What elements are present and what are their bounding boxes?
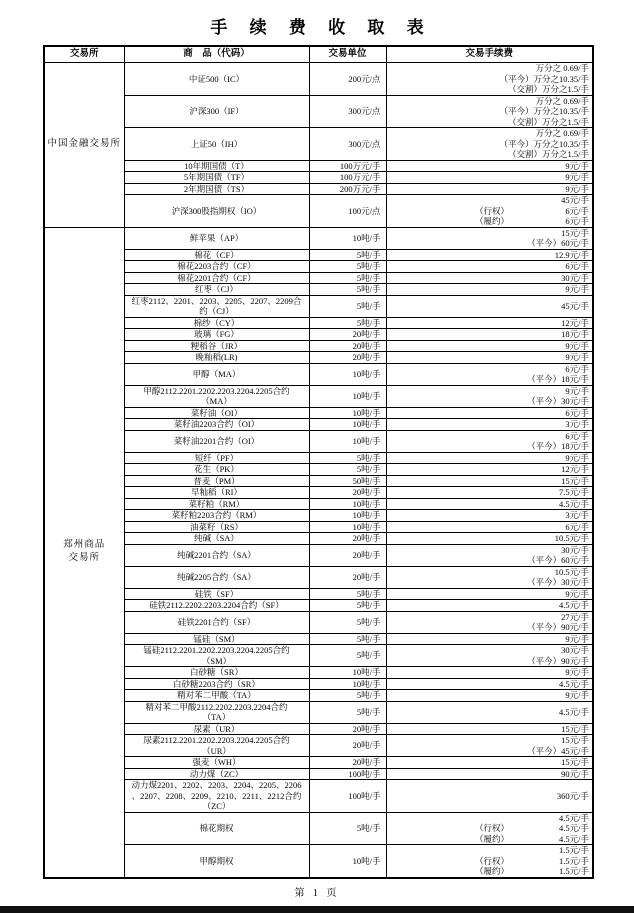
fee-cell (386, 249, 593, 261)
product-cell: 锰硅（SM） (124, 633, 309, 645)
product-cell: 菜籽油2201合约（OI） (124, 430, 309, 452)
fee-cell (386, 183, 593, 195)
fee-cell (386, 63, 593, 96)
unit-cell: 20吨/手 (309, 487, 386, 499)
fee-cell (386, 845, 593, 878)
table-row (44, 475, 593, 487)
table-row (44, 510, 593, 522)
unit-cell: 200万元/手 (309, 183, 386, 195)
fee-condition-label: （履约） (474, 866, 509, 876)
product-cell: 红枣（CJ） (124, 284, 309, 296)
product-cell: 上证50（IH） (124, 128, 309, 161)
table-row (44, 363, 593, 385)
fee-amount: 1.5元/手 (559, 855, 589, 866)
page-number: 第 1 页 (294, 887, 340, 899)
table-row (44, 464, 593, 476)
product-cell: 短纤（PF） (124, 452, 309, 464)
fee-line: 3元/手 (565, 419, 589, 429)
unit-cell: 10吨/手 (309, 419, 386, 431)
table-row (44, 845, 593, 878)
fee-cell (386, 735, 593, 757)
fee-line: （平今）60元/手 (527, 555, 589, 565)
table-row (44, 588, 593, 600)
fee-table (43, 45, 594, 879)
table-row (44, 566, 593, 588)
fee-cell (386, 272, 593, 284)
unit-cell: 20吨/手 (309, 340, 386, 352)
column-header-unit: 交易单位 (309, 46, 386, 63)
fee-cell (386, 812, 593, 845)
fee-cell (386, 690, 593, 702)
fee-line (387, 866, 590, 877)
fee-line: 9元/手 (565, 172, 589, 182)
unit-cell: 5吨/手 (309, 701, 386, 723)
product-cell: 晚籼稻(LR) (124, 352, 309, 364)
fee-cell (386, 363, 593, 385)
fee-line: 30元/手 (561, 272, 589, 283)
table-row (44, 317, 593, 329)
fee-amount: 4.5元/手 (559, 823, 589, 833)
fee-cell (386, 340, 593, 352)
unit-cell: 5吨/手 (309, 690, 386, 702)
fee-line: 万分之 0.69/手 (535, 128, 589, 138)
fee-line: 18元/手 (561, 329, 589, 339)
product-cell: 油菜籽（RS） (124, 521, 309, 533)
unit-cell: 20吨/手 (309, 533, 386, 545)
table-row (44, 160, 593, 172)
fee-line: 3元/手 (565, 510, 589, 520)
unit-cell: 20吨/手 (309, 544, 386, 566)
fee-cell (386, 768, 593, 780)
product-cell: 沪深300股指期权（IO） (124, 195, 309, 228)
unit-cell: 20吨/手 (309, 735, 386, 757)
fee-amount: 1.5元/手 (559, 866, 589, 876)
fee-line: 9元/手 (565, 690, 589, 700)
fee-cell (386, 757, 593, 769)
fee-line: 45元/手 (561, 300, 589, 311)
unit-cell: 10吨/手 (309, 510, 386, 522)
fee-line: （平今）90元/手 (527, 655, 589, 666)
product-cell: 玻璃（FG） (124, 329, 309, 341)
fee-cell (386, 510, 593, 522)
fee-line: （平今）30元/手 (527, 577, 589, 587)
fee-cell (386, 227, 593, 249)
fee-cell (386, 452, 593, 464)
unit-cell: 10吨/手 (309, 430, 386, 452)
fee-cell (386, 329, 593, 341)
unit-cell: 200元/点 (309, 63, 386, 96)
product-cell: 菜籽粕2203合约（RM） (124, 510, 309, 522)
product-cell: 粳稻谷（JR） (124, 340, 309, 352)
fee-line: 4.5元/手 (559, 600, 589, 610)
table-row (44, 768, 593, 780)
fee-cell (386, 295, 593, 317)
fee-cell (386, 407, 593, 419)
fee-line: 6元/手 (565, 521, 589, 532)
table-row (44, 690, 593, 702)
table-row (44, 195, 593, 228)
product-cell: 尿素（UR） (124, 723, 309, 735)
fee-condition-label: （行权） (474, 823, 509, 833)
table-row (44, 329, 593, 341)
product-cell: 锰硅2112.2201.2202.2203.2204.2205合约 （SM） (124, 645, 309, 667)
unit-cell: 100吨/手 (309, 768, 386, 780)
table-row (44, 452, 593, 464)
fee-cell (386, 645, 593, 667)
exchange-cell: 中国金融交易所 (44, 63, 124, 228)
product-cell: 纯碱（SA） (124, 533, 309, 545)
product-cell: 动力煤（ZC） (124, 768, 309, 780)
fee-cell (386, 419, 593, 431)
unit-cell: 10吨/手 (309, 498, 386, 510)
product-cell: 硅铁2201合约（SF） (124, 611, 309, 633)
table-row (44, 544, 593, 566)
fee-line: （平今）30元/手 (527, 396, 589, 406)
fee-line: 6元/手 (565, 430, 589, 441)
fee-cell (386, 195, 593, 228)
fee-line: 45元/手 (561, 195, 589, 205)
fee-line: 4.5元/手 (559, 706, 589, 717)
unit-cell: 5吨/手 (309, 249, 386, 261)
fee-amount: 6元/手 (565, 216, 589, 226)
unit-cell: 5吨/手 (309, 633, 386, 645)
fee-line: （交割）万分之1.5/手 (508, 149, 589, 159)
fee-line: 12元/手 (561, 464, 589, 474)
product-cell: 动力煤2201、2202、2203、2204、2205、2206 、2207、2208、2209、2210、2211、2212合约 （ZC） (124, 780, 309, 813)
product-cell: 精对苯二甲酸（TA） (124, 690, 309, 702)
fee-condition-label: （履约） (474, 216, 509, 226)
fee-cell (386, 172, 593, 184)
column-header-fee: 交易手续费 (386, 46, 593, 63)
product-cell: 白砂糖2203合约（SR） (124, 678, 309, 690)
unit-cell: 20吨/手 (309, 329, 386, 341)
exchange-cell: 郑州商品 交易所 (44, 227, 124, 878)
fee-line: 6元/手 (565, 407, 589, 418)
fee-line: 30元/手 (561, 645, 589, 655)
fee-line: 15元/手 (561, 735, 589, 745)
table-row (44, 645, 593, 667)
fee-line: （平今）90元/手 (527, 622, 589, 632)
product-cell: 中证500（IC） (124, 63, 309, 96)
unit-cell: 10吨/手 (309, 407, 386, 419)
unit-cell: 10吨/手 (309, 363, 386, 385)
product-cell: 棉花2201合约（CF） (124, 272, 309, 284)
unit-cell: 5吨/手 (309, 812, 386, 845)
product-cell: 早籼稻（RI） (124, 487, 309, 499)
product-cell: 普麦（PM） (124, 475, 309, 487)
fee-condition-label: （履约） (474, 833, 509, 844)
unit-cell: 100万元/手 (309, 160, 386, 172)
product-cell: 红枣2112、2201、2203、2205、2207、2209合 约（CJ） (124, 295, 309, 317)
fee-line: 9元/手 (565, 284, 589, 294)
fee-document-page (0, 13, 634, 899)
table-row (44, 272, 593, 284)
product-cell: 白砂糖（SR） (124, 667, 309, 679)
product-cell: 硅铁2112.2202.2203.2204合约（SF） (124, 600, 309, 612)
fee-line: 10.5元/手 (554, 533, 589, 543)
product-cell: 纯碱2205合约（SA） (124, 566, 309, 588)
product-cell: 菜籽粕（RM） (124, 498, 309, 510)
fee-cell (386, 521, 593, 533)
product-cell: 棉花2203合约（CF） (124, 261, 309, 273)
product-cell: 硅铁（SF） (124, 588, 309, 600)
table-row (44, 600, 593, 612)
product-cell: 2年期国债（TS） (124, 183, 309, 195)
fee-cell (386, 678, 593, 690)
fee-line: 9元/手 (565, 340, 589, 351)
fee-line: 9元/手 (565, 452, 589, 463)
unit-cell: 5吨/手 (309, 588, 386, 600)
table-row (44, 249, 593, 261)
fee-line (387, 216, 590, 227)
fee-cell (386, 723, 593, 735)
fee-cell (386, 261, 593, 273)
fee-line: 10.5元/手 (554, 566, 589, 577)
unit-cell: 100万元/手 (309, 172, 386, 184)
fee-cell (386, 317, 593, 329)
fee-amount: 4.5元/手 (559, 833, 589, 844)
fee-cell (386, 430, 593, 452)
table-row (44, 780, 593, 813)
unit-cell: 300元/点 (309, 95, 386, 128)
table-row (44, 678, 593, 690)
fee-amount: 6元/手 (565, 205, 589, 216)
fee-cell (386, 352, 593, 364)
header-row (44, 46, 593, 63)
fee-cell (386, 95, 593, 128)
product-cell: 甲醇期权 (124, 845, 309, 878)
fee-line: 6元/手 (565, 261, 589, 271)
fee-line (387, 834, 590, 845)
table-row (44, 419, 593, 431)
table-row (44, 227, 593, 249)
fee-line: 7.5元/手 (559, 487, 589, 497)
table-row (44, 723, 593, 735)
fee-line: 9元/手 (565, 385, 589, 396)
fee-cell (386, 667, 593, 679)
fee-line: 9元/手 (565, 160, 589, 171)
fee-line: 4.5元/手 (559, 498, 589, 509)
table-row (44, 407, 593, 419)
product-cell: 10年期国债（T） (124, 160, 309, 172)
unit-cell: 5吨/手 (309, 272, 386, 284)
unit-cell: 20吨/手 (309, 723, 386, 735)
unit-cell: 5吨/手 (309, 645, 386, 667)
product-cell: 菜籽油2203合约（OI） (124, 419, 309, 431)
fee-line: （交割）万分之1.5/手 (508, 84, 589, 94)
table-row (44, 172, 593, 184)
fee-cell (386, 544, 593, 566)
table-row (44, 183, 593, 195)
page-title: 手 续 费 收 取 表 (210, 18, 433, 37)
fee-cell (386, 533, 593, 545)
fee-line: （平今）18元/手 (527, 374, 589, 384)
product-cell: 棉纱（CY） (124, 317, 309, 329)
fee-line: 9元/手 (565, 183, 589, 194)
unit-cell: 10吨/手 (309, 227, 386, 249)
fee-line: 9元/手 (565, 633, 589, 644)
unit-cell: 300元/点 (309, 128, 386, 161)
unit-cell: 10吨/手 (309, 845, 386, 878)
fee-line: 12元/手 (561, 317, 589, 328)
fee-cell (386, 487, 593, 499)
fee-line: 30元/手 (561, 544, 589, 555)
product-cell: 花生（PK） (124, 464, 309, 476)
product-cell: 棉花期权 (124, 812, 309, 845)
fee-condition-label: （行权） (474, 205, 509, 216)
fee-line: （平今）60元/手 (527, 238, 589, 248)
fee-condition-label: （行权） (474, 855, 509, 866)
unit-cell: 100元/点 (309, 195, 386, 228)
fee-cell (386, 611, 593, 633)
table-row (44, 261, 593, 273)
product-cell: 鲜苹果（AP） (124, 227, 309, 249)
unit-cell: 20吨/手 (309, 566, 386, 588)
product-cell: 菜籽油（OI） (124, 407, 309, 419)
table-row (44, 385, 593, 407)
fee-line: 万分之 0.69/手 (535, 95, 589, 106)
unit-cell: 10吨/手 (309, 667, 386, 679)
unit-cell: 10吨/手 (309, 678, 386, 690)
table-row (44, 430, 593, 452)
fee-line: 万分之 0.69/手 (535, 63, 589, 73)
fee-line: 4.5元/手 (559, 812, 589, 823)
column-header-exchange: 交易所 (44, 46, 124, 63)
unit-cell: 5吨/手 (309, 600, 386, 612)
fee-cell (386, 128, 593, 161)
column-header-product: 商 品（代码） (124, 46, 309, 63)
unit-cell: 5吨/手 (309, 464, 386, 476)
fee-line: （平今）45元/手 (527, 745, 589, 756)
table-row (44, 498, 593, 510)
fee-line: 4.5元/手 (559, 678, 589, 689)
fee-cell (386, 498, 593, 510)
fee-line: 9元/手 (565, 352, 589, 362)
table-row (44, 701, 593, 723)
unit-cell: 50吨/手 (309, 475, 386, 487)
table-row (44, 352, 593, 364)
unit-cell: 20吨/手 (309, 352, 386, 364)
fee-line: 360元/手 (556, 790, 589, 801)
fee-cell (386, 464, 593, 476)
fee-cell (386, 160, 593, 172)
fee-line: 27元/手 (561, 611, 589, 622)
fee-cell (386, 385, 593, 407)
product-cell: 甲醇2112.2201.2202.2203.2204.2205合约 （MA） (124, 385, 309, 407)
fee-line (387, 206, 590, 217)
table-row (44, 95, 593, 128)
unit-cell: 5吨/手 (309, 295, 386, 317)
fee-line: 6元/手 (565, 363, 589, 374)
product-cell: 棉花（CF） (124, 249, 309, 261)
fee-line: 15元/手 (561, 227, 589, 238)
fee-cell (386, 633, 593, 645)
fee-line: 1.5元/手 (559, 845, 589, 855)
table-row (44, 295, 593, 317)
unit-cell: 5吨/手 (309, 261, 386, 273)
fee-cell (386, 600, 593, 612)
fee-line: 90元/手 (561, 768, 589, 779)
fee-line: 9元/手 (565, 667, 589, 677)
table-row (44, 487, 593, 499)
unit-cell: 20吨/手 (309, 757, 386, 769)
product-cell: 5年期国债（TF） (124, 172, 309, 184)
table-row (44, 63, 593, 96)
product-cell: 强麦（WH） (124, 757, 309, 769)
fee-cell (386, 475, 593, 487)
table-row (44, 284, 593, 296)
fee-line: （平今）18元/手 (527, 441, 589, 451)
table-row (44, 611, 593, 633)
unit-cell: 10吨/手 (309, 385, 386, 407)
unit-cell: 5吨/手 (309, 611, 386, 633)
fee-line: （平今）万分之10.35/手 (499, 138, 589, 149)
fee-line: （平今）万分之10.35/手 (499, 106, 589, 116)
unit-cell: 10吨/手 (309, 521, 386, 533)
unit-cell: 5吨/手 (309, 284, 386, 296)
fee-line: 12.9元/手 (554, 249, 589, 260)
table-row (44, 340, 593, 352)
fee-cell (386, 566, 593, 588)
fee-line: 15元/手 (561, 723, 589, 734)
product-cell: 精对苯二甲酸2112.2202.2203.2204合约 （TA） (124, 701, 309, 723)
fee-line: 9元/手 (565, 588, 589, 599)
fee-line: （交割）万分之1.5/手 (508, 116, 589, 127)
table-row (44, 128, 593, 161)
fee-cell (386, 780, 593, 813)
table-row (44, 533, 593, 545)
fee-cell (386, 284, 593, 296)
table-row (44, 667, 593, 679)
product-cell: 沪深300（IF） (124, 95, 309, 128)
table-row (44, 757, 593, 769)
unit-cell: 5吨/手 (309, 452, 386, 464)
fee-cell (386, 701, 593, 723)
fee-line: （平今）万分之10.35/手 (499, 73, 589, 84)
unit-cell: 5吨/手 (309, 317, 386, 329)
product-cell: 尿素2112.2201.2202.2203.2204.2205合约 （UR） (124, 735, 309, 757)
fee-cell (386, 588, 593, 600)
table-row (44, 735, 593, 757)
table-row (44, 521, 593, 533)
fee-line: 15元/手 (561, 475, 589, 486)
product-cell: 甲醇（MA） (124, 363, 309, 385)
table-row (44, 812, 593, 845)
product-cell: 纯碱2201合约（SA） (124, 544, 309, 566)
fee-line: 15元/手 (561, 757, 589, 767)
bottom-black-bar (0, 906, 634, 913)
fee-line (387, 856, 590, 867)
unit-cell: 100吨/手 (309, 780, 386, 813)
fee-line (387, 823, 590, 834)
table-row (44, 633, 593, 645)
